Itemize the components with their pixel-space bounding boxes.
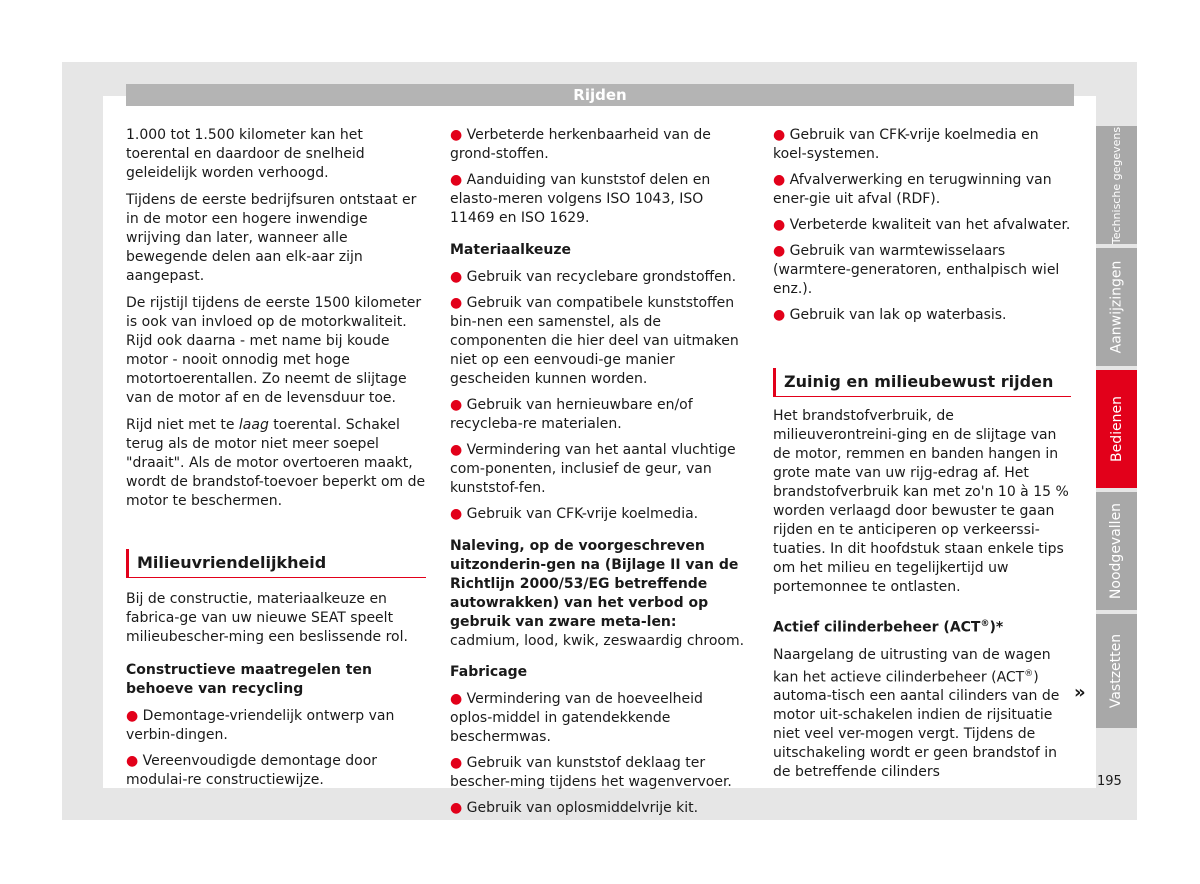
list-item: ● Verbeterde herkenbaarheid van de grond-stoffen. <box>450 127 711 162</box>
paragraph: Rijd niet met te laag toerental. Schakel terug als de motor niet meer soepel "draait". Als de motor overtoeren maakt, wordt de brandstof-toevoer beperkt om de motor te beschermen. <box>126 417 426 509</box>
subheading: Fabricage <box>450 664 528 680</box>
section-heading: Zuinig en milieubewust rijden <box>773 368 1071 397</box>
bullet-icon: ● <box>450 800 463 816</box>
column-1 <box>126 126 426 797</box>
paragraph: Bij de constructie, materiaalkeuze en fabrica-ge van uw nieuwe SEAT speelt milieubescher-ming een beslissende rol. <box>126 591 408 645</box>
paragraph: 1.000 tot 1.500 kilometer kan het toerental en daardoor de snelheid geleidelijk worden verhoogd. <box>126 127 365 181</box>
list-item: ● Gebruik van CFK-vrije koelmedia. <box>450 506 699 522</box>
chapter-header: Rijden <box>126 84 1074 106</box>
bullet-icon: ● <box>773 217 786 233</box>
bullet-icon: ● <box>126 708 139 724</box>
tab-technische-gegevens[interactable]: Technische gegevens <box>1096 126 1137 244</box>
tab-aanwijzingen[interactable]: Aanwijzingen <box>1096 248 1137 366</box>
list-item: ● Aanduiding van kunststof delen en elasto-meren volgens ISO 1043, ISO 11469 en ISO 1629. <box>450 172 711 226</box>
list-item: ● Verbeterde kwaliteit van het afvalwater. <box>773 217 1071 233</box>
list-item: ● Gebruik van CFK-vrije koelmedia en koel-systemen. <box>773 127 1039 162</box>
list-item: ● Gebruik van warmtewisselaars (warmtere-generatoren, enthalpisch wiel enz.). <box>773 243 1060 297</box>
bullet-icon: ● <box>773 127 786 143</box>
paragraph: Naargelang de uitrusting van de wagen kan het actieve cilinderbeheer (ACT®) automa-tisch een aantal cilinders van de motor uit-schakelen indien de rijsituatie niet veel ver-mogen vergt. Tijdens de uitschakeling wordt er geen brandstof in de betreffende cilinders <box>773 646 1060 781</box>
bullet-icon: ● <box>126 753 139 769</box>
bullet-icon: ● <box>450 295 463 311</box>
list-item: ● Vermindering van de hoeveelheid oplos-middel in gatendekkende beschermwas. <box>450 691 703 745</box>
subheading: Constructieve maatregelen ten behoeve van recycling <box>126 662 372 697</box>
bullet-icon: ● <box>773 307 786 323</box>
list-item: ● Demontage-vriendelijk ontwerp van verbin-dingen. <box>126 708 395 743</box>
tab-bedienen[interactable]: Bedienen <box>1096 370 1137 488</box>
bullet-icon: ● <box>773 243 786 259</box>
bullet-icon: ● <box>450 127 463 143</box>
list-item: ● Gebruik van oplosmiddelvrije kit. <box>450 800 699 816</box>
list-item: ● Vermindering van het aantal vluchtige com-ponenten, inclusief de geur, van kunststof-fen. <box>450 442 736 496</box>
page-number: 195 <box>1097 774 1122 789</box>
paragraph: De rijstijl tijdens de eerste 1500 kilometer is ook van invloed op de motorkwaliteit. Rijd ook daarna - met name bij koude motor - nooit onnodig met hoge motortoerentallen. Zo neemt de slijtage van de motor af en de levensduur toe. <box>126 295 422 406</box>
section-heading: Milieuvriendelijkheid <box>126 549 426 578</box>
regulation-paragraph: Naleving, op de voorgeschreven uitzonderin-gen na (Bijlage II van de Richtlijn 2000/53/EG betreffende autowrakken) van het verbod op gebruik van zware meta-len: cadmium, lood, kwik, zeswaardig chroom. <box>450 538 745 649</box>
bullet-icon: ● <box>450 506 463 522</box>
list-item: ● Gebruik van compatibele kunststoffen bin-nen een samenstel, als de componenten die hier deel van uitmaken niet op een eenvoudi-ge manier gescheiden kunnen worden. <box>450 295 739 387</box>
list-item: ● Vereenvoudigde demontage door modulai-re constructiewijze. <box>126 753 378 788</box>
list-item: ● Gebruik van recyclebare grondstoffen. <box>450 269 737 285</box>
tab-noodgevallen[interactable]: Noodgevallen <box>1096 492 1137 610</box>
list-item: ● Gebruik van lak op waterbasis. <box>773 307 1007 323</box>
bullet-icon: ● <box>450 397 463 413</box>
bullet-icon: ● <box>773 172 786 188</box>
bullet-icon: ● <box>450 442 463 458</box>
bullet-icon: ● <box>450 269 463 285</box>
bullet-icon: ● <box>450 172 463 188</box>
bullet-icon: ● <box>450 691 463 707</box>
list-item: ● Gebruik van kunststof deklaag ter bescher-ming tijdens het wagenvervoer. <box>450 755 732 790</box>
list-item: ● Gebruik van hernieuwbare en/of recycleba-re materialen. <box>450 397 693 432</box>
subheading: Materiaalkeuze <box>450 242 572 258</box>
list-item: ● Afvalverwerking en terugwinning van ener-gie uit afval (RDF). <box>773 172 1052 207</box>
paragraph: Het brandstofverbruik, de milieuverontreini-ging en de slijtage van de motor, remmen en banden hangen in grote mate van uw rijg-edrag af. Het brandstofverbruik kan met zo'n 10 à 15 % worden verlaagd door bewuster te gaan rijden en te anticiperen op verkeerssi-tuaties. In dit hoofdstuk staan enkele tips om het milieu en tegelijkertijd uw portemonnee te ontlasten. <box>773 408 1069 595</box>
bullet-icon: ● <box>450 755 463 771</box>
column-3 <box>773 126 1071 790</box>
subheading: Actief cilinderbeheer (ACT®)* <box>773 619 1004 636</box>
paragraph: Tijdens de eerste bedrijfsuren ontstaat er in de motor een hogere inwendige wrijving dan later, wanneer alle bewegende delen aan elk-aar zijn aangepast. <box>126 192 417 284</box>
tab-vastzetten[interactable]: Vastzetten <box>1096 614 1137 728</box>
column-2 <box>450 126 748 825</box>
continue-arrow-icon: » <box>1074 682 1086 703</box>
